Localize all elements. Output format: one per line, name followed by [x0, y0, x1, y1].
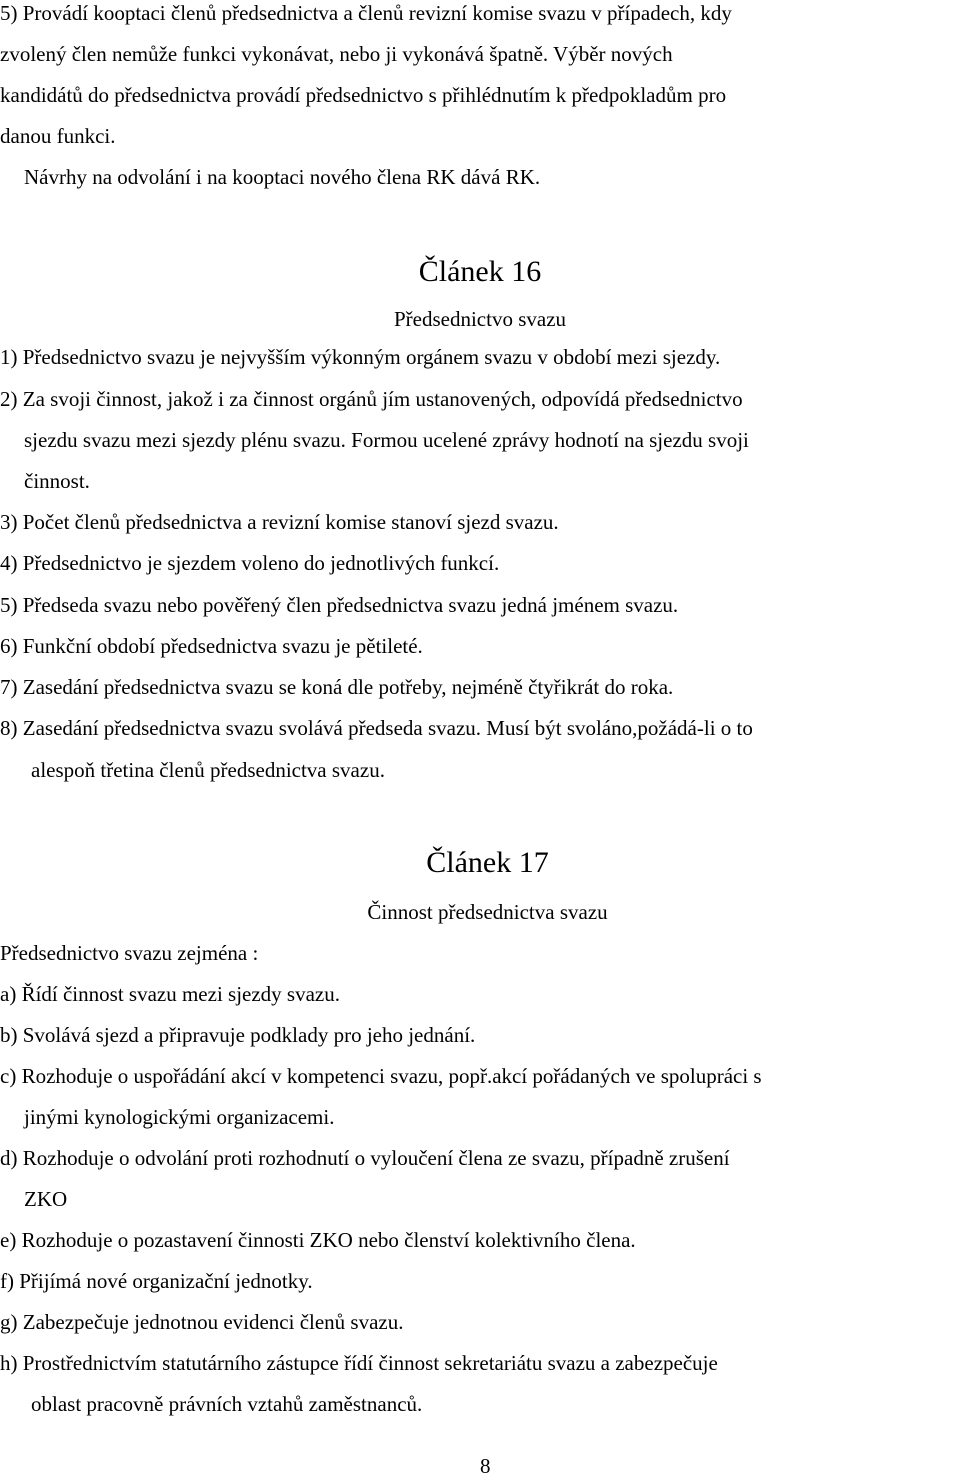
article-16-line: 6) Funkční období předsednictva svazu je pětileté. [0, 634, 423, 658]
article-17-line: oblast pracovně právních vztahů zaměstnanců. [31, 1392, 423, 1416]
article-17-line: g) Zabezpečuje jednotnou evidenci členů svazu. [0, 1310, 404, 1334]
article-16-heading: Článek 16 [418, 255, 542, 288]
page-number: 8 [480, 1454, 491, 1478]
article-17-line: jinými kynologickými organizacemi. [24, 1105, 335, 1129]
article-17-line: c) Rozhoduje o uspořádání akcí v kompetenci svazu, popř.akcí pořádaných ve spolupráci s [0, 1064, 762, 1088]
article-16-line: 4) Předsednictvo je sjezdem voleno do jednotlivých funkcí. [0, 551, 500, 575]
article-17-line: b) Svolává sjezd a připravuje podklady pro jeho jednání. [0, 1023, 476, 1047]
article-16-subheading: Předsednictvo svazu [393, 307, 567, 331]
article-17-line: e) Rozhoduje o pozastavení činnosti ZKO nebo členství kolektivního člena. [0, 1228, 636, 1252]
article-17-line: a) Řídí činnost svazu mezi sjezdy svazu. [0, 982, 340, 1006]
article-17-line: f) Přijímá nové organizační jednotky. [0, 1269, 313, 1293]
article-16-line: 3) Počet členů předsednictva a revizní komise stanoví sjezd svazu. [0, 510, 559, 534]
article-16-line: činnost. [24, 469, 90, 493]
article-16-line: 7) Zasedání předsednictva svazu se koná dle potřeby, nejméně čtyřikrát do roka. [0, 675, 674, 699]
article-17-subheading: Činnost předsednictva svazu [367, 900, 608, 924]
article-17-line: Předsednictvo svazu zejména : [0, 941, 259, 965]
article-16-line: sjezdu svazu mezi sjezdy plénu svazu. Formou ucelené zprávy hodnotí na sjezdu svoji [24, 428, 749, 452]
intro-line: danou funkci. [0, 124, 116, 148]
article-17-line: d) Rozhoduje o odvolání proti rozhodnutí o vyloučení člena ze svazu, případně zrušení [0, 1146, 730, 1170]
article-17-line: ZKO [24, 1187, 68, 1211]
article-16-line: 1) Předsednictvo svazu je nejvyšším výkonným orgánem svazu v období mezi sjezdy. [0, 345, 721, 369]
article-17-line: h) Prostřednictvím statutárního zástupce řídí činnost sekretariátu svazu a zabezpečuje [0, 1351, 718, 1375]
article-17-heading: Článek 17 [426, 846, 549, 879]
intro-line: zvolený člen nemůže funkci vykonávat, nebo ji vykonává špatně. Výběr nových [0, 42, 673, 66]
intro-line: kandidátů do předsednictva provádí předsednictvo s přihlédnutím k předpokladům pro [0, 83, 727, 107]
article-16-line: alespoň třetina členů předsednictva svazu. [31, 758, 385, 782]
intro-line: Návrhy na odvolání i na kooptaci nového člena RK dává RK. [24, 165, 541, 189]
intro-line: 5) Provádí kooptaci členů předsednictva a členů revizní komise svazu v případech, kdy [0, 1, 732, 25]
article-16-line: 5) Předseda svazu nebo pověřený člen předsednictva svazu jedná jménem svazu. [0, 593, 679, 617]
article-16-line: 8) Zasedání předsednictva svazu svolává předseda svazu. Musí být svoláno,požádá-li o to [0, 716, 753, 740]
article-16-line: 2) Za svoji činnost, jakož i za činnost orgánů jím ustanovených, odpovídá předsednictvo [0, 387, 743, 411]
